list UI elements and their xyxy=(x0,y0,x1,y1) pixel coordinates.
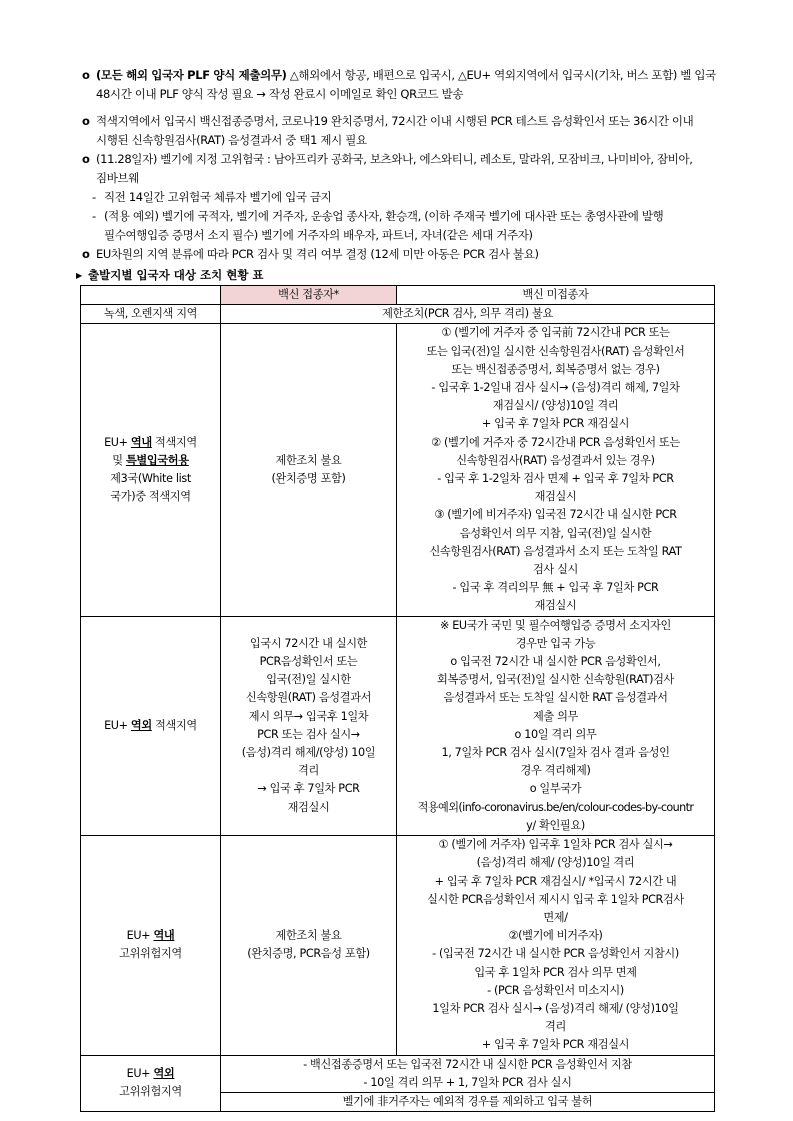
region-cell: EU+ 역외 고위위험지역 xyxy=(81,1055,221,1112)
bullet-marker: o xyxy=(82,152,90,166)
region-cell: EU+ 역내 적색지역 및 특별입국허용 제3국(White list 국가)중 적색지역 xyxy=(81,324,221,616)
table-row-eu-out-red xyxy=(81,616,715,835)
header-unvaccinated: 백신 미접종자 xyxy=(397,286,715,305)
high-risk-text: (11.28일자) 벨기에 지정 고위험국 : 남아프리카 공화국, 보츠와나, 에스와티니, 레소토, 말라위, 모잠비크, 나미비아, 잠비아, 짐바브웨 xyxy=(96,152,693,185)
triangle-icon: ▶ xyxy=(76,271,83,280)
measure-cell: - 백신접종증명서 또는 입국전 72시간 내 실시한 PCR 음성확인서 지참 - 10일 격리 의무 + 1, 7일차 PCR 검사 실시 xyxy=(221,1055,715,1092)
table-row-green xyxy=(81,305,715,324)
bullet-marker: o xyxy=(82,247,90,261)
bullet-high-risk xyxy=(80,150,721,188)
header-vaccinated: 백신 접종자* xyxy=(221,286,397,305)
dash-marker: - xyxy=(92,190,96,204)
entry-ban-text: 직전 14일간 고위험국 체류자 벨기에 입국 금지 xyxy=(104,190,332,204)
header-empty-cell xyxy=(81,286,221,305)
dash-marker: - xyxy=(92,209,96,223)
table-row-eu-in-red xyxy=(81,324,715,616)
sub-bullet-entry-ban xyxy=(80,188,721,207)
nonresident-cell: 벨기에 非거주자는 예외적 경우를 제외하고 입국 불허 xyxy=(221,1092,715,1111)
bullet-eu-classification xyxy=(80,245,721,264)
plf-text: △해외에서 항공, 배편으로 입국시, △EU+ 역외지역에서 입국시(기차, 버스 포함) 벨 입국 48시간 이내 PLF 양식 작성 필요 → 작성 완료시 이메일로 확인 QR코드 발송 xyxy=(96,68,716,101)
region-cell: EU+ 역외 적색지역 xyxy=(81,616,221,835)
measure-cell: 제한조치(PCR 검사, 의무 격리) 불요 xyxy=(221,305,715,324)
unvaccinated-cell: ※ EU국가 국민 및 필수여행입증 증명서 소지자인 경우만 입국 가능 o 입국전 72시간 내 실시한 PCR 음성확인서, 회복증명서, 입국(전)일 실시한 신속항원(RAT)검사 음성결과서 또는 도착일 실시한 RAT 음성결과서 제출 의무 o 10일 격리 의무 1, 7일차 PCR 검사 실시(7일차 검사 결과 음성인 경우 격리해제) o 일부국가 적용예외(info-coronavirus.be/en/colour-codes-by-countr y/ 확인필요) xyxy=(397,616,715,835)
eu-classification-text: EU차원의 지역 분류에 따라 PCR 검사 및 격리 여부 결정 (12세 미만 아동은 PCR 검사 불요) xyxy=(96,247,539,261)
region-cell: 녹색, 오렌지색 지역 xyxy=(81,305,221,324)
exceptions-text: (적용 예외) 벨기에 국적자, 벨기에 거주자, 운송업 종사자, 환승객, (이하 주재국 벨기에 대사관 또는 총영사관에 발행 필수여행입증 증명서 소지 필수) 벨기에 거주자의 배우자, 파트너, 자녀(같은 세대 거주자) xyxy=(104,209,664,242)
table-row-eu-in-high-risk xyxy=(81,836,715,1055)
bullet-marker: o xyxy=(82,114,90,128)
sub-bullet-exceptions xyxy=(80,207,721,245)
section-heading xyxy=(76,266,721,285)
region-cell: EU+ 역내 고위위험지역 xyxy=(81,836,221,1055)
table-row-eu-out-high-risk xyxy=(81,1055,715,1092)
unvaccinated-cell: ① (벨기에 거주자 중 입국前 72시간내 PCR 또는 또는 입국(전)일 실시한 신속항원검사(RAT) 음성확인서 또는 백신접종증명서, 회복증명서 없는 경우) - 입국후 1-2일내 검사 실시→ (음성)격리 해제, 7일차 재검실시/ (양성)10일 격리 + 입국 후 7일차 PCR 재검실시 ② (벨기에 거주자 중 72시간내 PCR 음성확인서 또는 신속항원검사(RAT) 음성결과서 있는 경우) - 입국 후 1-2일차 검사 면제 + 입국 후 7일차 PCR 재검실시 ③ (벨기에 비거주자) 입국전 72시간 내 실시한 PCR 음성확인서 의무 지참, 입국(전)일 실시한 신속항원검사(RAT) 음성결과서 소지 또는 도착일 RAT 검사 실시 - 입국 후 격리의무 無 + 입국 후 7일차 PCR 재검실시 xyxy=(397,324,715,616)
section-title: 출발지별 입국자 대상 조치 현황 표 xyxy=(88,268,264,282)
vaccinated-cell: 제한조치 불요 (완치증명 포함) xyxy=(221,324,397,616)
measures-table xyxy=(80,285,715,1112)
unvaccinated-cell: ① (벨기에 거주자) 입국후 1일차 PCR 검사 실시→ (음성)격리 해제/ (양성)10일 격리 + 입국 후 7일차 PCR 재검실시/ *입국시 72시간 내 실시한 PCR음성확인서 제시시 입국 후 1일차 PCR검사 면제/ ②(벨기에 비거주자) - (입국전 72시간 내 실시한 PCR 음성확인서 지참시) 입국 후 1일차 PCR 검사 의무 면제 - (PCR 음성확인서 미소지시) 1일차 PCR 검사 실시→ (음성)격리 해제/ (양성)10일 격리 + 입국 후 7일차 PCR 재검실시 xyxy=(397,836,715,1055)
bullet-vaccine-doc xyxy=(80,112,721,150)
vaccinated-cell: 제한조치 불요 (완치증명, PCR음성 포함) xyxy=(221,836,397,1055)
plf-bold-text: (모든 해외 입국자 PLF 양식 제출의무) xyxy=(96,68,287,82)
vaccine-doc-text: 적색지역에서 입국시 백신접종증명서, 코로나19 완치증명서, 72시간 이내 시행된 PCR 테스트 음성확인서 또는 36시간 이내 시행된 신속항원검사(RAT) 음성결과서 중 택1 제시 필요 xyxy=(96,114,694,147)
vaccinated-cell: 입국시 72시간 내 실시한 PCR음성확인서 또는 입국(전)일 실시한 신속항원(RAT) 음성결과서 제시 의무→ 입국후 1일차 PCR 또는 검사 실시→ (음성)격리 해제/(양성) 10일 격리 → 입국 후 7일차 PCR 재검실시 xyxy=(221,616,397,835)
bullet-marker: o xyxy=(82,68,90,82)
bullet-plf xyxy=(80,66,721,104)
table-header-row xyxy=(81,286,715,305)
